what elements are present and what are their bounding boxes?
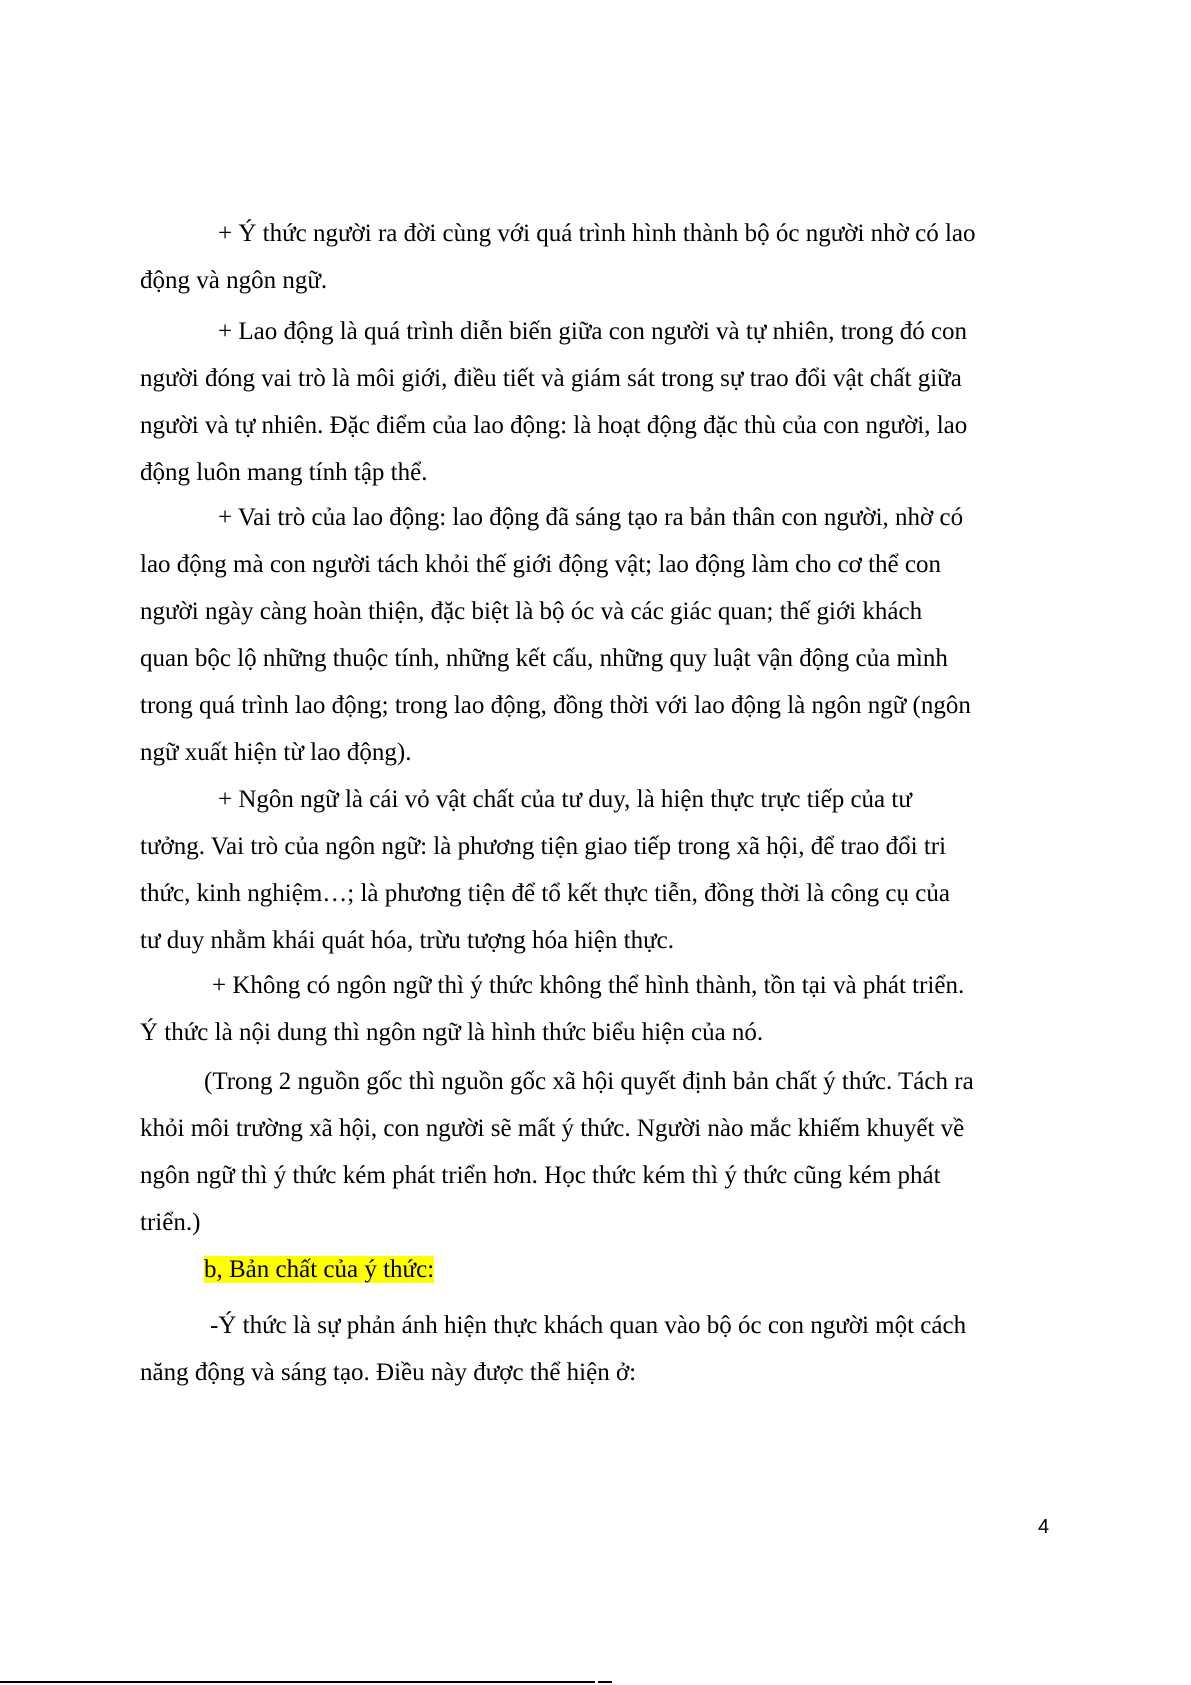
paragraph-labor-definition bbox=[140, 308, 1065, 496]
paragraph-language-necessity bbox=[140, 962, 1065, 1056]
text-line: người và tự nhiên. Đặc điểm của lao động: là hoạt động đặc thù của con người, lao bbox=[140, 412, 968, 439]
text-line: tưởng. Vai trò của ngôn ngữ: là phương tiện giao tiếp trong xã hội, để trao đổi tri bbox=[140, 833, 947, 860]
text-line: Ý thức là nội dung thì ngôn ngữ là hình thức biểu hiện của nó. bbox=[140, 1019, 764, 1046]
text-line: + Ý thức người ra đời cùng với quá trình hình thành bộ óc người nhờ có lao bbox=[218, 220, 976, 247]
text-line: lao động mà con người tách khỏi thế giới động vật; lao động làm cho cơ thể con bbox=[140, 551, 941, 578]
text-line: (Trong 2 nguồn gốc thì nguồn gốc xã hội quyết định bản chất ý thức. Tách ra bbox=[204, 1068, 974, 1095]
text-line: năng động và sáng tạo. Điều này được thể hiện ở: bbox=[140, 1359, 637, 1386]
paragraph-labor-role bbox=[140, 494, 1065, 776]
page-number: 4 bbox=[1038, 1516, 1050, 1538]
highlighted-heading: b, Bản chất của ý thức: bbox=[204, 1256, 435, 1283]
text-line: + Lao động là quá trình diễn biến giữa con người và tự nhiên, trong đó con bbox=[218, 318, 968, 345]
text-line: ngữ xuất hiện từ lao động). bbox=[140, 739, 412, 766]
text-line: -Ý thức là sự phản ánh hiện thực khách quan vào bộ óc con người một cách bbox=[210, 1312, 967, 1339]
text-line: người đóng vai trò là môi giới, điều tiết và giám sát trong sự trao đổi vật chất giữa bbox=[140, 365, 962, 392]
text-line: khỏi môi trường xã hội, con người sẽ mất ý thức. Người nào mắc khiếm khuyết về bbox=[140, 1115, 965, 1142]
paragraph-language-role bbox=[140, 776, 1065, 964]
text-line: + Không có ngôn ngữ thì ý thức không thể hình thành, tồn tại và phát triển. bbox=[212, 972, 965, 999]
text-line: quan bộc lộ những thuộc tính, những kết cấu, những quy luật vận động của mình bbox=[140, 645, 948, 672]
text-line: ngôn ngữ thì ý thức kém phát triển hơn. Học thức kém thì ý thức cũng kém phát bbox=[140, 1162, 941, 1189]
paragraph-consciousness-origin bbox=[140, 210, 1065, 304]
bottom-divider bbox=[0, 1681, 595, 1683]
paragraph-consciousness-definition bbox=[140, 1302, 1065, 1396]
text-line: triển.) bbox=[140, 1209, 201, 1236]
text-line: tư duy nhằm khái quát hóa, trừu tượng hóa hiện thực. bbox=[140, 927, 674, 954]
heading-line bbox=[140, 1246, 1065, 1293]
text-line: động và ngôn ngữ. bbox=[140, 267, 328, 294]
text-line: + Vai trò của lao động: lao động đã sáng tạo ra bản thân con người, nhờ có bbox=[218, 504, 964, 531]
section-heading-nature-of-consciousness bbox=[140, 1246, 1065, 1293]
text-line: động luôn mang tính tập thể. bbox=[140, 459, 428, 486]
text-line: + Ngôn ngữ là cái vỏ vật chất của tư duy, là hiện thực trực tiếp của tư bbox=[218, 786, 912, 813]
text-line: thức, kinh nghiệm…; là phương tiện để tổ kết thực tiễn, đồng thời là công cụ của bbox=[140, 880, 950, 907]
text-line: trong quá trình lao động; trong lao động, đồng thời với lao động là ngôn ngữ (ngôn bbox=[140, 692, 971, 719]
paragraph-social-origin-note bbox=[140, 1058, 1065, 1246]
bottom-divider-segment bbox=[598, 1681, 612, 1683]
text-line: người ngày càng hoàn thiện, đặc biệt là bộ óc và các giác quan; thế giới khách bbox=[140, 598, 923, 625]
